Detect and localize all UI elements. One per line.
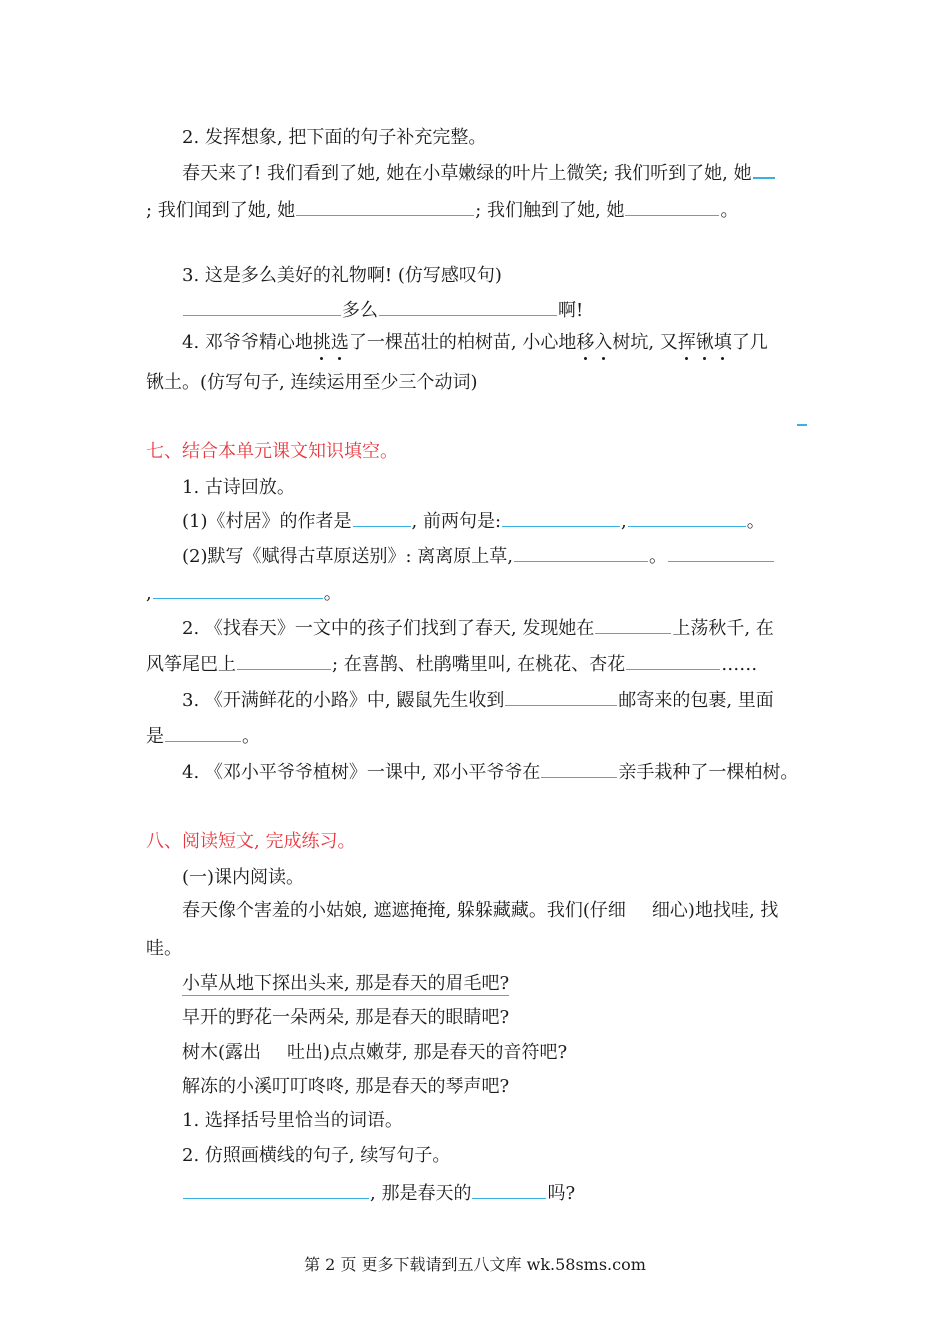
q2-blank-smell[interactable] (296, 197, 474, 216)
passage-p3: 早开的野花一朵两朵, 那是春天的眼睛吧? (182, 1007, 510, 1028)
section-8-heading: 八、阅读短文, 完成练习。 (146, 831, 356, 852)
sec8-sub: (一)课内阅读。 (182, 867, 305, 888)
dotted-verb: 选 (331, 330, 349, 356)
blank-poem-line2[interactable] (628, 508, 746, 527)
q4-line2: 锹土。(仿写句子, 连续运用至少三个动词) (146, 372, 478, 393)
blank-poem-line1[interactable] (502, 508, 620, 527)
q2-line2: ; 我们闻到了她, 她 ; 我们触到了她, 她 。 (146, 197, 738, 223)
blank-kite-tail[interactable] (237, 651, 331, 670)
blank-sentence-subject[interactable] (183, 1180, 369, 1199)
q4-line1: 4. 邓爷爷精心地挑选了一棵茁壮的柏树苗, 小心地移入树坑, 又挥锹填了几 (182, 330, 768, 356)
sec7-s2: 2. 《找春天》一文中的孩子们找到了春天, 发现她在 上荡秋千, 在 (182, 615, 774, 641)
page-footer: 第 2 页 更多下载请到五八文库 wk.58sms.com (304, 1255, 646, 1274)
passage-p1: 春天像个害羞的小姑娘, 遮遮掩掩, 躲躲藏藏。我们(仔细 细心)地找哇, 找 (182, 900, 779, 921)
dotted-verb: 入 (594, 330, 612, 356)
dotted-verb: 移 (576, 330, 594, 356)
sec7-s3: 3. 《开满鲜花的小路》中, 鼹鼠先生收到 邮寄来的包裹, 里面 (182, 687, 774, 713)
dotted-verb: 挥 (678, 330, 696, 356)
dotted-verb: 填 (714, 330, 732, 356)
blank-grass-line4[interactable] (153, 580, 323, 599)
passage-p5: 解冻的小溪叮叮咚咚, 那是春天的琴声吧? (182, 1076, 510, 1097)
q3-blank-1[interactable] (183, 297, 341, 316)
passage-p1-cont: 哇。 (146, 938, 182, 959)
blank-peach-apricot[interactable] (626, 651, 720, 670)
dotted-verb: 锹 (696, 330, 714, 356)
blank-parcel-content[interactable] (165, 723, 241, 742)
blank-grass-line2[interactable] (514, 543, 648, 562)
sec8-t1: 1. 选择括号里恰当的词语。 (182, 1110, 403, 1131)
sec7-s1: 1. 古诗回放。 (182, 477, 295, 498)
dotted-verb: 挑 (313, 330, 331, 356)
sec7-s1b-cont: , 。 (146, 580, 342, 606)
sec7-s3-cont: 是 。 (146, 723, 260, 749)
sec7-s2-cont: 风筝尾巴上 ; 在喜鹊、杜鹃嘴里叫, 在桃花、杏花 …… (146, 651, 757, 677)
blank-swing[interactable] (595, 615, 671, 634)
sec8-t2: 2. 仿照画横线的句子, 续写句子。 (182, 1145, 451, 1166)
section-7-heading: 七、结合本单元课文知识填空。 (146, 441, 398, 462)
blank-place[interactable] (541, 759, 617, 778)
sec7-s4: 4. 《邓小平爷爷植树》一课中, 邓小平爷爷在 亲手栽种了一棵柏树。 (182, 759, 798, 785)
blank-sentence-object[interactable] (472, 1180, 546, 1199)
q2-line1: 春天来了! 我们看到了她, 她在小草嫩绿的叶片上微笑; 我们听到了她, 她 (182, 159, 776, 185)
q3-title: 3. 这是多么美好的礼物啊! (仿写感叹句) (182, 265, 502, 286)
blank-grass-line3[interactable] (668, 543, 774, 562)
passage-p2-underlined: 小草从地下探出头来, 那是春天的眉毛吧? (182, 973, 510, 994)
blank-sender[interactable] (505, 687, 617, 706)
q2-blank-hear[interactable] (753, 159, 775, 179)
passage-p4: 树木(露出 吐出)点点嫩芽, 那是春天的音符吧? (182, 1042, 568, 1063)
q4-answer-blank[interactable] (797, 424, 807, 426)
q3-blank-2[interactable] (379, 297, 557, 316)
sec7-s1b: (2)默写《赋得古草原送别》: 离离原上草, 。 (182, 543, 775, 569)
q3-answer-line: 多么 啊! (182, 297, 583, 323)
sec8-t2-answer: , 那是春天的 吗? (182, 1180, 575, 1206)
sec7-s1a: (1)《村居》的作者是 , 前两句是: , 。 (182, 508, 765, 534)
blank-author[interactable] (353, 508, 411, 527)
q2-title: 2. 发挥想象, 把下面的句子补充完整。 (182, 127, 487, 148)
q2-blank-touch[interactable] (625, 197, 719, 216)
